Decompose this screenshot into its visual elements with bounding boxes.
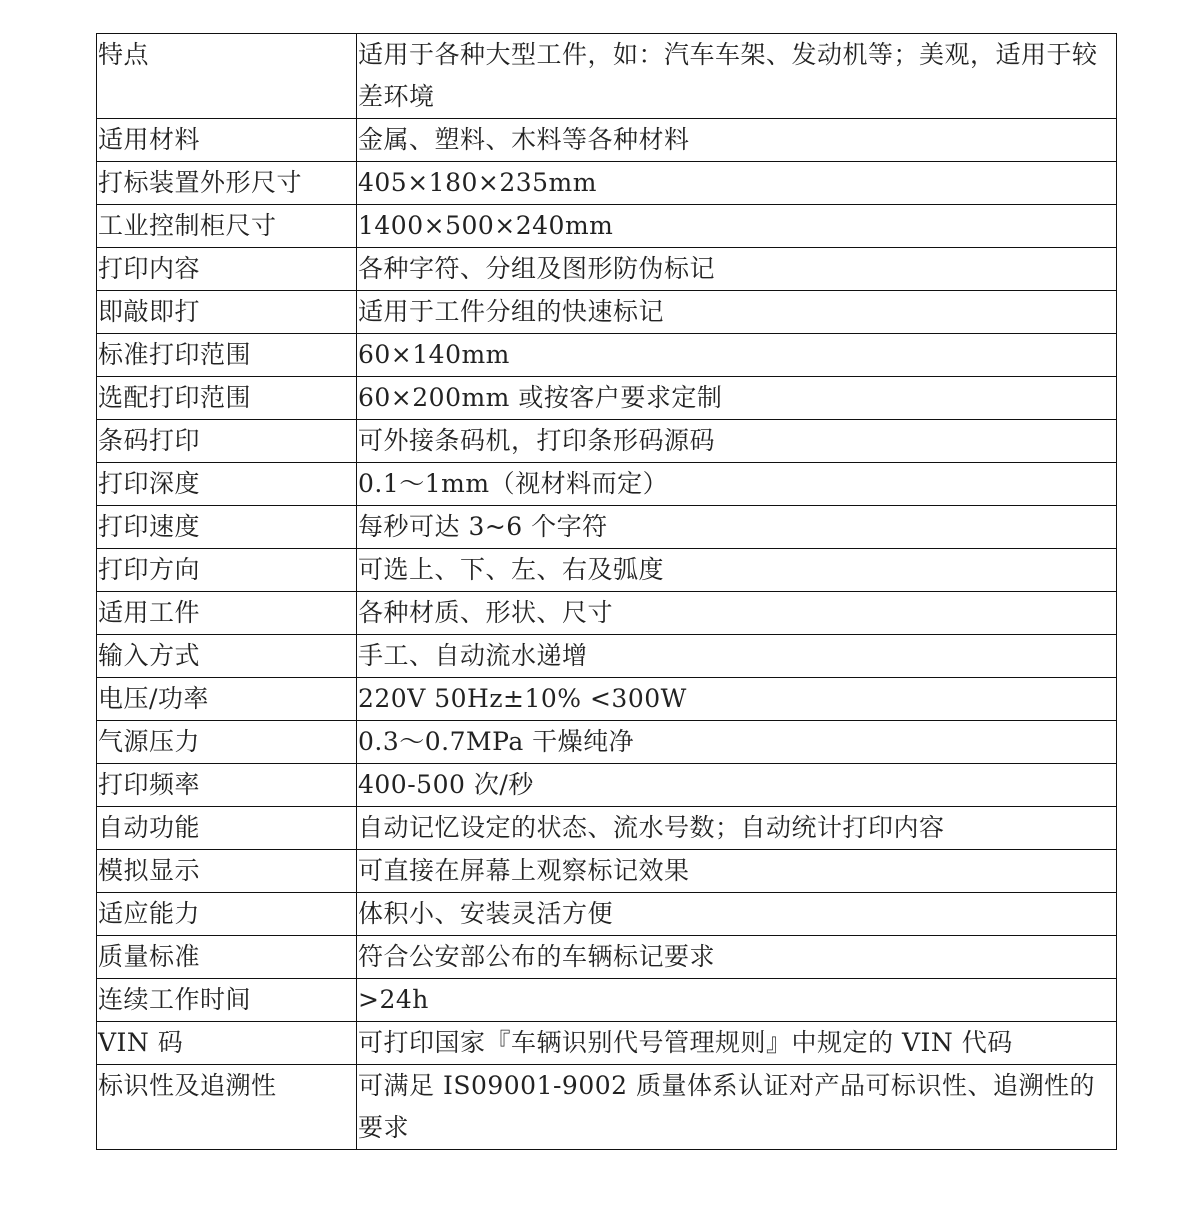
spec-value: 可打印国家『车辆识别代号管理规则』中规定的 VIN 代码 — [357, 1022, 1117, 1065]
spec-label: 质量标准 — [97, 936, 357, 979]
table-row — [97, 592, 1117, 635]
table-row — [97, 764, 1117, 807]
table-row — [97, 1065, 1117, 1150]
spec-value: >24h — [357, 979, 1117, 1022]
spec-value: 400-500 次/秒 — [357, 764, 1117, 807]
table-row — [97, 549, 1117, 592]
spec-value: 体积小、安装灵活方便 — [357, 893, 1117, 936]
table-row — [97, 291, 1117, 334]
table-row — [97, 205, 1117, 248]
table-row — [97, 34, 1117, 119]
spec-value: 0.3～0.7MPa 干燥纯净 — [357, 721, 1117, 764]
table-row — [97, 463, 1117, 506]
table-row — [97, 979, 1117, 1022]
table-row — [97, 119, 1117, 162]
table-row — [97, 850, 1117, 893]
spec-value: 自动记忆设定的状态、流水号数；自动统计打印内容 — [357, 807, 1117, 850]
spec-value: 适用于各种大型工件，如：汽车车架、发动机等；美观，适用于较差环境 — [357, 34, 1117, 119]
spec-label: 连续工作时间 — [97, 979, 357, 1022]
spec-label: 打印速度 — [97, 506, 357, 549]
spec-value: 0.1～1mm（视材料而定） — [357, 463, 1117, 506]
table-row — [97, 248, 1117, 291]
table-row — [97, 721, 1117, 764]
spec-label: 打印方向 — [97, 549, 357, 592]
spec-value: 适用于工件分组的快速标记 — [357, 291, 1117, 334]
spec-label: 适用材料 — [97, 119, 357, 162]
spec-value: 各种字符、分组及图形防伪标记 — [357, 248, 1117, 291]
spec-label: 打印深度 — [97, 463, 357, 506]
spec-label: 选配打印范围 — [97, 377, 357, 420]
table-row — [97, 936, 1117, 979]
table-row — [97, 807, 1117, 850]
spec-label: 打印频率 — [97, 764, 357, 807]
spec-value: 每秒可达 3~6 个字符 — [357, 506, 1117, 549]
spec-value: 60×140mm — [357, 334, 1117, 377]
spec-value: 可外接条码机，打印条形码源码 — [357, 420, 1117, 463]
spec-value: 可直接在屏幕上观察标记效果 — [357, 850, 1117, 893]
spec-label: 条码打印 — [97, 420, 357, 463]
spec-label: 即敲即打 — [97, 291, 357, 334]
spec-label: 气源压力 — [97, 721, 357, 764]
table-row — [97, 678, 1117, 721]
spec-label: 特点 — [97, 34, 357, 119]
table-row — [97, 162, 1117, 205]
spec-value: 可选上、下、左、右及弧度 — [357, 549, 1117, 592]
spec-value: 手工、自动流水递增 — [357, 635, 1117, 678]
table-row — [97, 635, 1117, 678]
spec-label: 电压/功率 — [97, 678, 357, 721]
spec-value: 符合公安部公布的车辆标记要求 — [357, 936, 1117, 979]
spec-label: 打印内容 — [97, 248, 357, 291]
spec-value: 1400×500×240mm — [357, 205, 1117, 248]
spec-label: 适应能力 — [97, 893, 357, 936]
spec-value: 405×180×235mm — [357, 162, 1117, 205]
spec-value: 金属、塑料、木料等各种材料 — [357, 119, 1117, 162]
spec-table — [96, 33, 1117, 1150]
spec-label: 适用工件 — [97, 592, 357, 635]
spec-value: 可满足 IS09001-9002 质量体系认证对产品可标识性、追溯性的要求 — [357, 1065, 1117, 1150]
spec-label: 输入方式 — [97, 635, 357, 678]
spec-label: 标识性及追溯性 — [97, 1065, 357, 1150]
table-row — [97, 334, 1117, 377]
table-row — [97, 893, 1117, 936]
spec-label: 标准打印范围 — [97, 334, 357, 377]
spec-label: 模拟显示 — [97, 850, 357, 893]
spec-value: 60×200mm 或按客户要求定制 — [357, 377, 1117, 420]
spec-value: 220V 50Hz±10% <300W — [357, 678, 1117, 721]
spec-label: 打标装置外形尺寸 — [97, 162, 357, 205]
table-row — [97, 1022, 1117, 1065]
spec-label: 工业控制柜尺寸 — [97, 205, 357, 248]
table-row — [97, 377, 1117, 420]
spec-label: 自动功能 — [97, 807, 357, 850]
spec-value: 各种材质、形状、尺寸 — [357, 592, 1117, 635]
spec-label: VIN 码 — [97, 1022, 357, 1065]
table-row — [97, 420, 1117, 463]
table-row — [97, 506, 1117, 549]
